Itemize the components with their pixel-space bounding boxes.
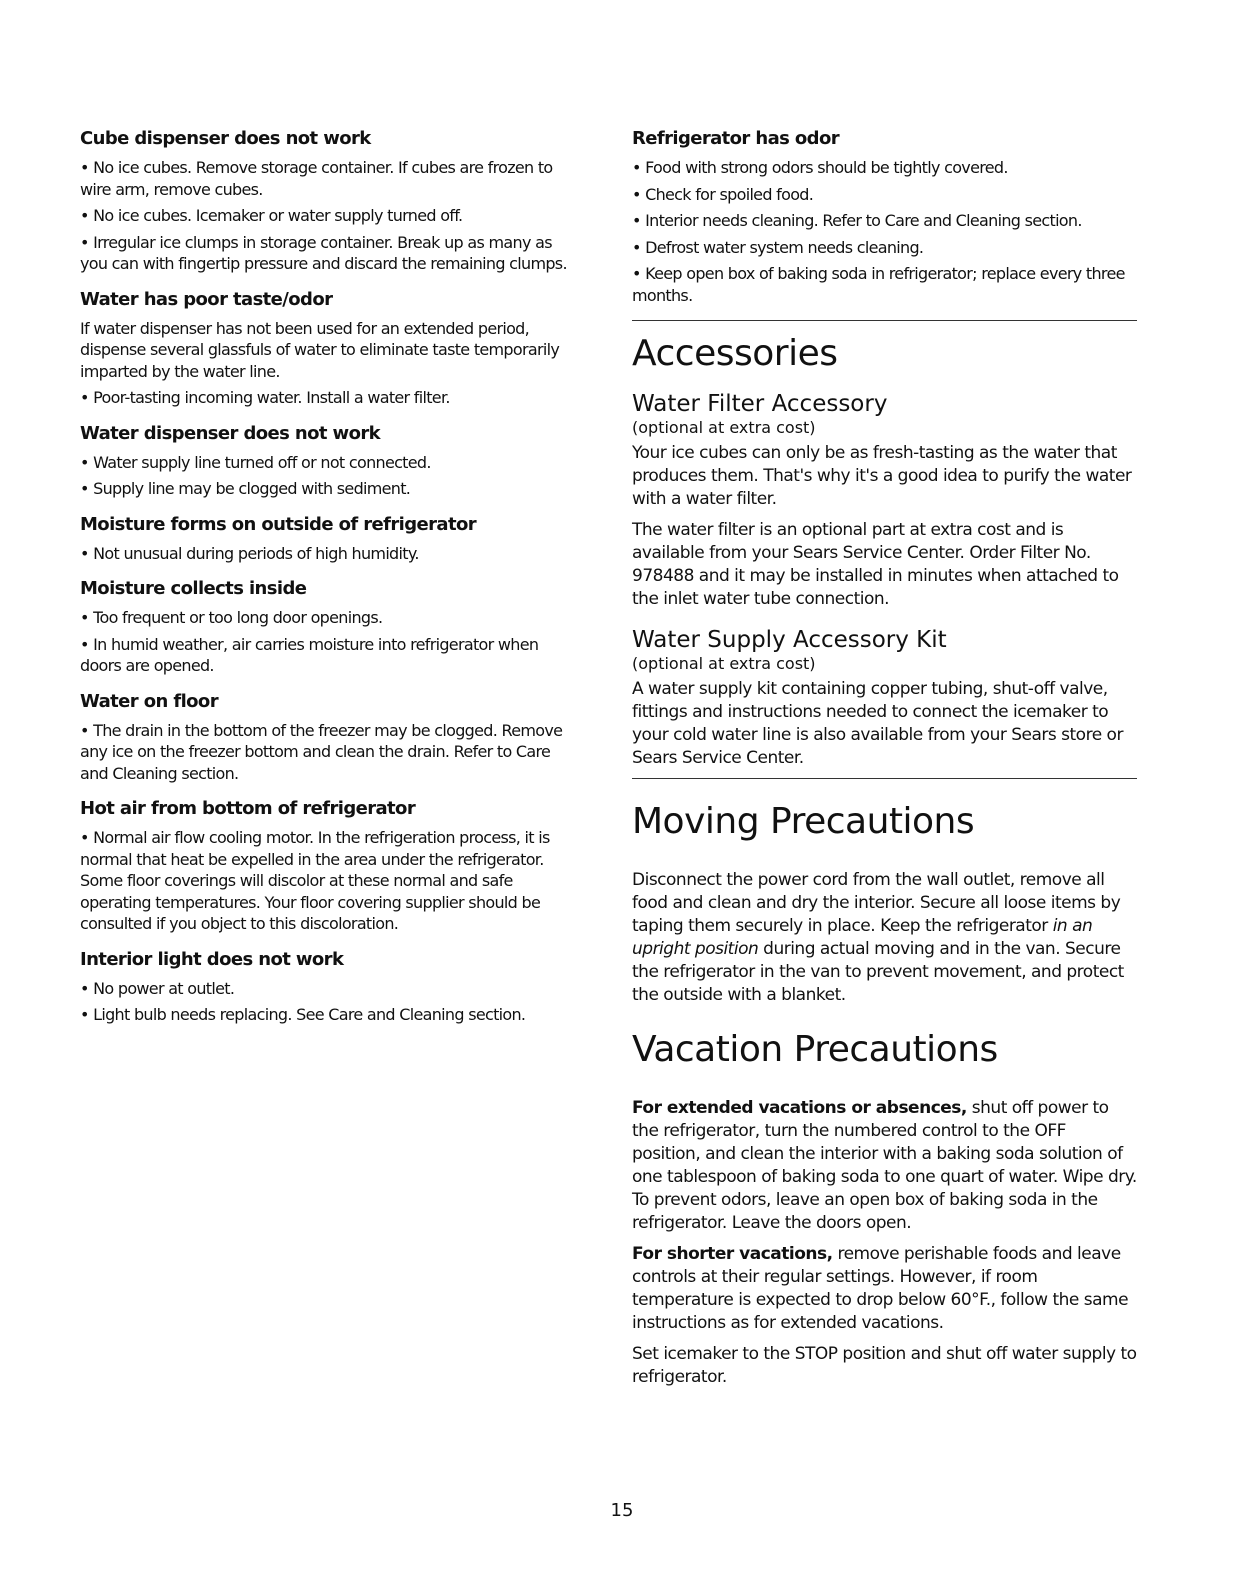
ts-heading: Moisture collects inside	[80, 578, 307, 599]
vacation-para	[632, 1243, 1137, 1335]
ts-section-water-dispenser	[80, 423, 580, 500]
ts-heading: Interior light does not work	[80, 948, 344, 970]
ts-heading: Water has poor taste/odor	[80, 288, 333, 310]
water-filter-para: The water filter is an optional part at extra cost and is available from your Sears Service Center. Order Filter No. 978488 and it may be installed in minutes when attached to the inlet water tube connection.	[632, 520, 1119, 609]
moving-text: Disconnect the power cord from the wall outlet, remove all food and clean and dry the interior. Secure all loose items by taping them securely in place. Keep the refrigerator	[632, 870, 1121, 936]
ts-section-moisture-inside	[80, 578, 580, 677]
water-filter-title: Water Filter Accessory	[632, 391, 888, 417]
water-supply-kit-note: (optional at extra cost)	[632, 654, 816, 673]
vacation-para	[632, 1097, 1137, 1235]
ts-line: If water dispenser has not been used for an extended period, dispense several glassfuls of water to eliminate taste temporarily imparted by the water line.	[80, 318, 560, 381]
ts-line: • No power at outlet.	[80, 978, 235, 998]
ts-line: • Check for spoiled food.	[632, 184, 814, 204]
ts-line: • Not unusual during periods of high humidity.	[80, 543, 419, 563]
ts-heading: Water dispenser does not work	[80, 422, 380, 444]
vacation-title: Vacation Precautions	[632, 1029, 998, 1070]
ts-heading: Water on floor	[80, 690, 218, 712]
ts-line: • No ice cubes. Icemaker or water supply turned off.	[80, 206, 463, 225]
ts-line: • The drain in the bottom of the freezer may be clogged. Remove any ice on the freezer bottom and clean the drain. Refer to Care and Cleaning section.	[80, 720, 563, 783]
ts-line: • Keep open box of baking soda in refrigerator; replace every three months.	[632, 264, 1125, 305]
ts-heading: Hot air from bottom of refrigerator	[80, 798, 416, 819]
water-supply-kit-para: A water supply kit containing copper tubing, shut-off valve, fittings and instructions needed to connect the icemaker to your cold water line is also available from your Sears store or Sears Service Center.	[632, 679, 1123, 768]
ts-line: • Food with strong odors should be tightly covered.	[632, 158, 1008, 177]
vacation-text: shut off power to the refrigerator, turn the numbered control to the OFF position, and clean the interior with a baking soda solution of one tablespoon of baking soda to one quart of water. Wipe dry. To prevent odors, leave an open box of baking soda in the refrigerator. Leave the doors open.	[632, 1098, 1137, 1233]
vacation-para: Set icemaker to the STOP position and shut off water supply to refrigerator.	[632, 1344, 1137, 1387]
ts-section-moisture-outside	[80, 514, 580, 565]
ts-heading: Moisture forms on outside of refrigerator	[80, 513, 477, 535]
ts-section-refrigerator-odor	[632, 128, 1137, 306]
water-filter-para: Your ice cubes can only be as fresh-tasting as the water that produces them. That's why it's a good idea to purify the water with a water filter.	[632, 443, 1132, 509]
troubleshooting-column-left	[80, 128, 580, 1040]
ts-line: • Poor-tasting incoming water. Install a water filter.	[80, 388, 450, 407]
ts-line: • In humid weather, air carries moisture into refrigerator when doors are opened.	[80, 634, 539, 675]
water-supply-kit-title: Water Supply Accessory Kit	[632, 627, 947, 653]
ts-section-water-taste	[80, 289, 580, 409]
ts-line: • No ice cubes. Remove storage container. If cubes are frozen to wire arm, remove cubes.	[80, 158, 553, 199]
ts-line: • Irregular ice clumps in storage container. Break up as many as you can with fingertip pressure and discard the remaining clumps.	[80, 232, 567, 273]
ts-section-interior-light	[80, 949, 580, 1026]
ts-line: • Defrost water system needs cleaning.	[632, 237, 924, 257]
ts-line: • Normal air flow cooling motor. In the refrigeration process, it is normal that heat be expelled in the area under the refrigerator. Some floor coverings will discolor at these normal and safe operating temperatures. Your floor covering supplier should be consulted if you object to this discoloration.	[80, 828, 550, 933]
moving-text: during actual moving and in the van. Secure the refrigerator in the van to prevent movement, and protect the outside with a blanket.	[632, 939, 1124, 1005]
ts-line: • Water supply line turned off or not connected.	[80, 452, 431, 472]
ts-section-hot-air	[80, 798, 580, 935]
divider	[632, 320, 1137, 321]
ts-heading: Cube dispenser does not work	[80, 128, 371, 149]
moving-title: Moving Precautions	[632, 801, 975, 842]
vacation-text: remove perishable foods and leave controls at their regular settings. However, if room temperature is expected to drop below 60°F., follow the same instructions as for extended vacations.	[632, 1244, 1129, 1333]
ts-line: • Light bulb needs replacing. See Care and Cleaning section.	[80, 1005, 526, 1024]
water-filter-note: (optional at extra cost)	[632, 418, 816, 437]
right-column	[632, 128, 1137, 1397]
moving-italic-text: in an upright position	[632, 916, 1093, 959]
accessories-title: Accessories	[632, 333, 838, 374]
ts-section-cube-dispenser	[80, 128, 580, 275]
vacation-bold-lead: For extended vacations or absences,	[632, 1098, 967, 1118]
ts-heading: Refrigerator has odor	[632, 128, 840, 149]
ts-section-water-floor	[80, 691, 580, 785]
page-number: 15	[610, 1500, 634, 1521]
vacation-bold-lead: For shorter vacations,	[632, 1244, 833, 1264]
moving-para	[632, 869, 1137, 1007]
ts-line: • Too frequent or too long door openings.	[80, 608, 383, 627]
ts-line: • Interior needs cleaning. Refer to Care and Cleaning section.	[632, 211, 1082, 230]
ts-line: • Supply line may be clogged with sediment.	[80, 479, 411, 498]
divider	[632, 778, 1137, 779]
